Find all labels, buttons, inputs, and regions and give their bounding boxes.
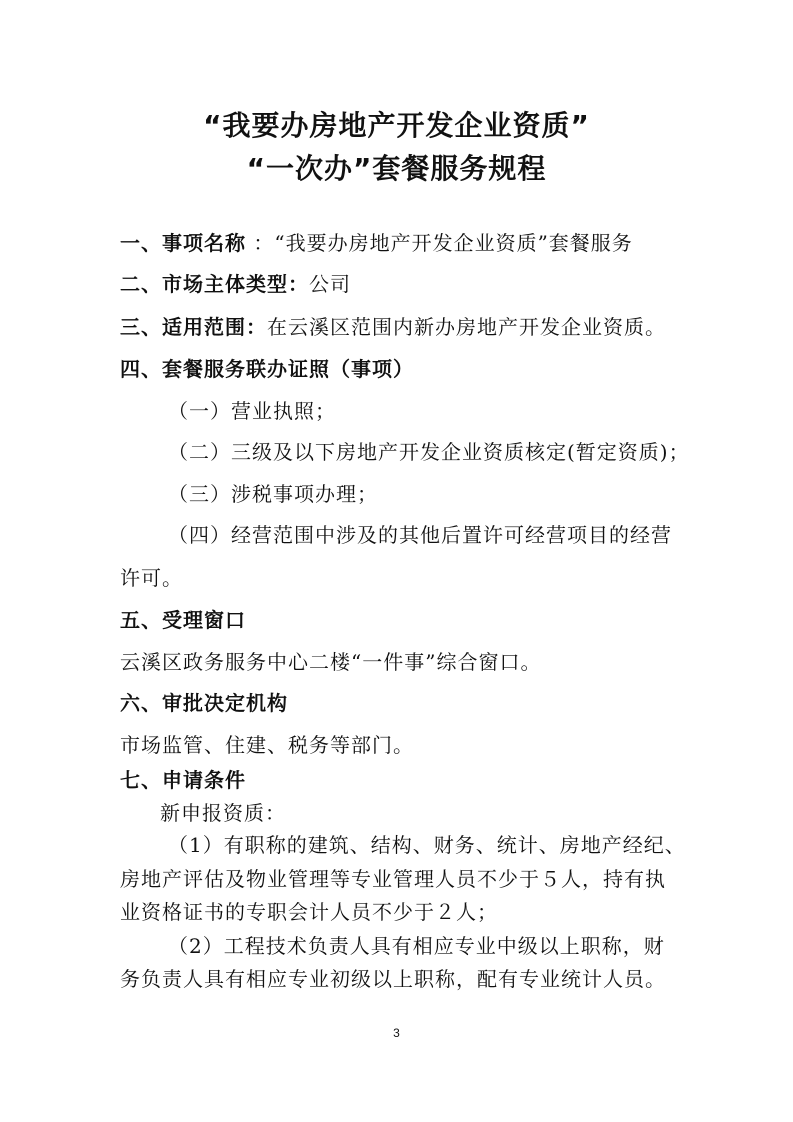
license-item-4-continued: 许可。: [120, 566, 183, 590]
section-heading: 一、事项名称: [120, 231, 246, 255]
acceptance-window-text: 云溪区政务服务中心二楼“一件事”综合窗口。: [120, 650, 542, 674]
section-text: 在云溪区范围内新办房地产开发企业资质。: [267, 315, 666, 339]
section-heading: 三、适用范围：: [120, 315, 267, 339]
section-acceptance-window-heading: 五、受理窗口: [120, 608, 246, 632]
conditions-line-5: 务负责人具有相应专业初级以上职称，配有专业统计人员。: [120, 967, 666, 991]
page-number: 3: [393, 1026, 400, 1040]
section-item-name: [120, 229, 633, 257]
license-item-1: （一）营业执照；: [168, 399, 336, 423]
license-item-4: （四）经营范围中涉及的其他后置许可经营项目的经营: [168, 523, 672, 547]
document-title-line-2: “一次办”套餐服务规程: [246, 152, 547, 185]
section-text: 公司: [309, 272, 351, 296]
license-item-2: （二）三级及以下房地产开发企业资质核定(暂定资质)；: [168, 440, 690, 464]
document-title-line-1: “我要办房地产开发企业资质”: [203, 109, 590, 142]
conditions-intro: 新申报资质：: [160, 801, 286, 825]
license-item-3: （三）涉税事项办理；: [168, 482, 378, 506]
section-scope: [120, 313, 666, 341]
conditions-line-1: （1）有职称的建筑、结构、财务、统计、房地产经纪、: [168, 833, 686, 857]
approval-authority-text: 市场监管、住建、税务等部门。: [120, 733, 414, 757]
section-approval-authority-heading: 六、审批决定机构: [120, 691, 288, 715]
section-application-conditions-heading: 七、申请条件: [120, 768, 246, 792]
conditions-line-2: 房地产评估及物业管理等专业管理人员不少于５人，持有执: [120, 867, 666, 891]
section-heading: 二、市场主体类型：: [120, 272, 309, 296]
section-joint-licenses-heading: 四、套餐服务联办证照（事项）: [120, 357, 414, 381]
section-text: ：“我要办房地产开发企业资质”套餐服务: [246, 231, 633, 255]
conditions-line-4: （2）工程技术负责人具有相应专业中级以上职称，财: [168, 934, 665, 958]
section-entity-type: [120, 270, 351, 298]
conditions-line-3: 业资格证书的专职会计人员不少于２人；: [120, 900, 498, 924]
